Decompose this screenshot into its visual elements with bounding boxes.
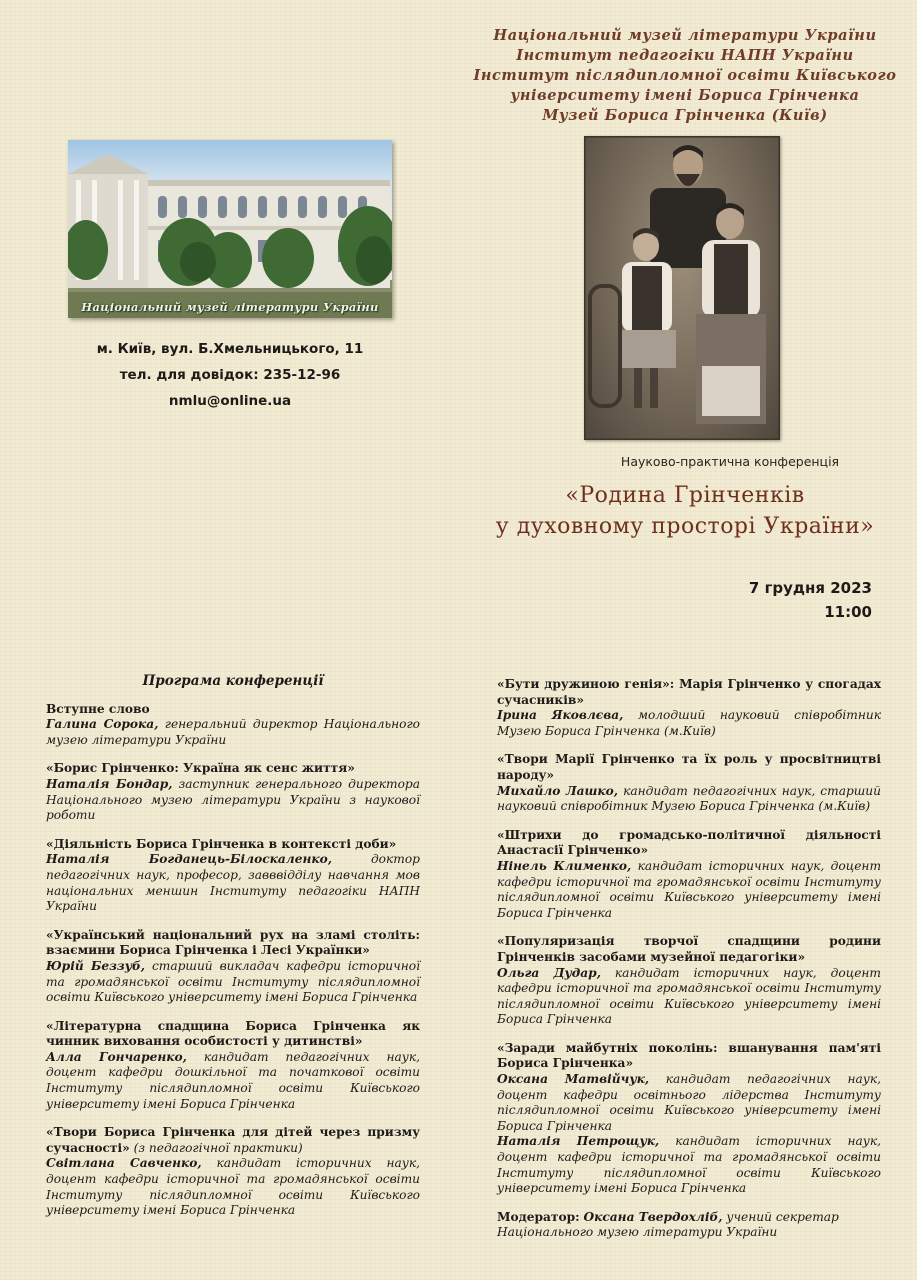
moderator-name: Оксана Твердохліб,	[583, 1209, 723, 1224]
conference-time: 11:00	[824, 603, 872, 621]
program-item	[497, 677, 881, 739]
speaker-name: Нінель Клименко,	[497, 858, 632, 873]
organizer-line: університету імені Бориса Грінченка	[510, 87, 860, 104]
program-item	[46, 1019, 420, 1113]
talk-title: «Борис Грінченко: Україна як сенс життя»	[46, 761, 355, 776]
speaker-role: генеральний директор Національного музею літератури України	[46, 717, 420, 747]
speaker-role: молодший науковий співробітник Музею Бориса Грінченка (м.Київ)	[497, 708, 881, 738]
speaker-name: Наталія Петрощук,	[497, 1134, 660, 1149]
talk-title: «Український національний рух на зламі століть: взаємини Бориса Грінченка і Лесі Українки»	[46, 927, 420, 958]
program-item-title	[497, 934, 881, 965]
contact-info	[60, 336, 400, 414]
phone: тел. для довідок: 235-12-96	[119, 367, 341, 383]
speaker-role: кандидат педагогічних наук, доцент кафедри освітнього лідерства Інституту післядипломної освіти Київського університету імені Бориса Грінченка	[497, 1072, 881, 1133]
speaker-name: Наталія Бондар,	[46, 776, 173, 791]
organizer-line: Музей Бориса Грінченка (Київ)	[542, 107, 828, 124]
talk-title: «Літературна спадщина Бориса Грінченка як чинник виховання особистості у дитинстві»	[46, 1018, 420, 1049]
speaker-name: Галина Сорока,	[46, 717, 159, 732]
talk-title: «Твори Марії Грінченко та їх роль у просвітництві народу»	[497, 752, 881, 782]
address: м. Київ, вул. Б.Хмельницького, 11	[96, 341, 364, 357]
program-item-title	[46, 1019, 420, 1050]
program-item	[497, 1041, 881, 1197]
museum-building-photo	[68, 140, 392, 318]
speaker-role: кандидат історичних наук, доцент кафедри історичної та громадянської освіти Інституту післядипломної освіти Київського університету імені Бориса Грінченка	[46, 1156, 420, 1218]
speaker	[46, 777, 420, 824]
speaker-name: Ольга Дудар,	[497, 965, 601, 980]
speaker-role: кандидат історичних наук, доцент кафедри історичної та громадянської освіти Інституту післядипломної освіти Київського університету імені Бориса Грінченка	[497, 1134, 881, 1196]
program-heading: Програма конференції	[142, 673, 324, 689]
moderator-label: Модератор:	[497, 1209, 580, 1224]
speaker	[46, 852, 420, 914]
family-portrait-illustration	[584, 136, 780, 440]
speaker	[497, 859, 881, 921]
organizer-line: Національний музей літератури України	[493, 27, 877, 44]
program-item-title	[46, 1125, 420, 1156]
program-item	[497, 752, 881, 814]
speaker-role: кандидат педагогічних наук, доцент кафедри дошкільної та початкової освіти Інституту післядипломної освіти Київського університету імені Бориса Грінченка	[46, 1049, 420, 1111]
speaker	[46, 1156, 420, 1218]
talk-title: «Діяльність Бориса Грінченка в контексті доби»	[46, 836, 397, 851]
program-item-title	[497, 677, 881, 708]
speaker-role: кандидат історичних наук, доцент кафедри історичної та громадянської освіти Інституту післядипломної освіти Київського університету імені Бориса Грінченка	[497, 965, 881, 1027]
speaker-name: Оксана Матвійчук,	[497, 1072, 650, 1087]
speaker-name: Михайло Лашко,	[497, 783, 619, 798]
conference-type: Науково-практична конференція	[620, 454, 840, 469]
conference-title-line: «Родина Грінченків	[565, 483, 805, 508]
program-item-title	[46, 702, 420, 718]
speaker	[497, 966, 881, 1028]
program-item-title	[497, 828, 881, 859]
talk-title: «Бути дружиною генія»: Марія Грінченко у спогадах сучасників»	[497, 677, 881, 707]
speaker	[46, 717, 420, 748]
program-left-column	[46, 674, 420, 1232]
speaker	[497, 784, 881, 815]
talk-title: «Твори Бориса Грінченка для дітей через призму сучасності»	[46, 1125, 420, 1155]
organizer-line: Інститут педагогіки НАПН України	[516, 47, 854, 64]
speaker-name: Наталія Богданець-Білоскаленко,	[46, 852, 332, 867]
moderator-role: учений секретар	[722, 1209, 839, 1224]
speaker	[497, 708, 881, 739]
speaker-role: заступник генерального директора Національного музею літератури України з наукової роботи	[46, 776, 420, 823]
speaker	[497, 1134, 881, 1196]
moderator	[497, 1210, 881, 1241]
program-item	[497, 828, 881, 922]
organizer-line: Інститут післядипломної освіти Київського	[473, 67, 897, 84]
conference-datetime	[600, 576, 872, 624]
organizers-block	[470, 26, 900, 126]
talk-title: «Штрихи до громадсько-політичної діяльності Анастасії Грінченко»	[497, 827, 881, 858]
program-item	[46, 761, 420, 823]
museum-building-illustration	[68, 140, 392, 318]
program-right-column	[497, 677, 881, 1254]
speaker-role: доктор педагогічних наук, професор, завввідділу навчання мов національних меншин Інституту педагогіки НАПН України	[46, 852, 420, 914]
program-item	[46, 1125, 420, 1219]
talk-title: «Популяризація творчої спадщини родини Грінченків засобами музейної педагогіки»	[497, 934, 881, 964]
program-item	[46, 928, 420, 1006]
speaker	[46, 959, 420, 1006]
talk-note: (з педагогічної практики)	[129, 1140, 303, 1155]
moderator-organization: Національного музею літератури України	[497, 1225, 778, 1240]
program-item-title	[46, 761, 420, 777]
speaker	[46, 1050, 420, 1112]
conference-title	[470, 480, 900, 542]
program-item-title	[46, 928, 420, 959]
speaker	[497, 1072, 881, 1134]
program-item-title	[497, 752, 881, 783]
program-item	[46, 702, 420, 749]
program-item	[497, 934, 881, 1028]
program-item	[46, 837, 420, 915]
speaker-name: Ірина Яковлєва,	[497, 708, 624, 723]
conference-date: 7 грудня 2023	[748, 579, 872, 597]
talk-title: «Заради майбутніх поколінь: вшанування пам'яті Бориса Грінченка»	[497, 1040, 881, 1071]
speaker-name: Світлана Савченко,	[46, 1156, 202, 1171]
conference-title-line: у духовному просторі України»	[495, 514, 875, 539]
program-item-title	[497, 1041, 881, 1072]
speaker-role: кандидат історичних наук, доцент кафедри історичної та громадянської освіти Інституту післядипломної освіти Київського університету імені Бориса Грінченка	[497, 858, 882, 920]
program-item-title	[46, 837, 420, 853]
speaker-name: Алла Гончаренко,	[46, 1049, 187, 1064]
speaker-role: старший викладач кафедри історичної та громадянської освіти Інституту післядипломної освіти Київського університету імені Бориса Грінченка	[46, 958, 420, 1005]
grinchenko-family-photo	[584, 136, 780, 440]
speaker-name: Юрій Беззуб,	[46, 958, 146, 973]
talk-title: Вступне слово	[46, 701, 150, 716]
speaker-role: кандидат педагогічних наук, старший науковий співробітник Музею Бориса Грінченка (м.Київ)	[497, 783, 882, 814]
museum-photo-caption: Національний музей літератури України	[81, 300, 379, 314]
email: nmlu@online.ua	[168, 393, 292, 409]
